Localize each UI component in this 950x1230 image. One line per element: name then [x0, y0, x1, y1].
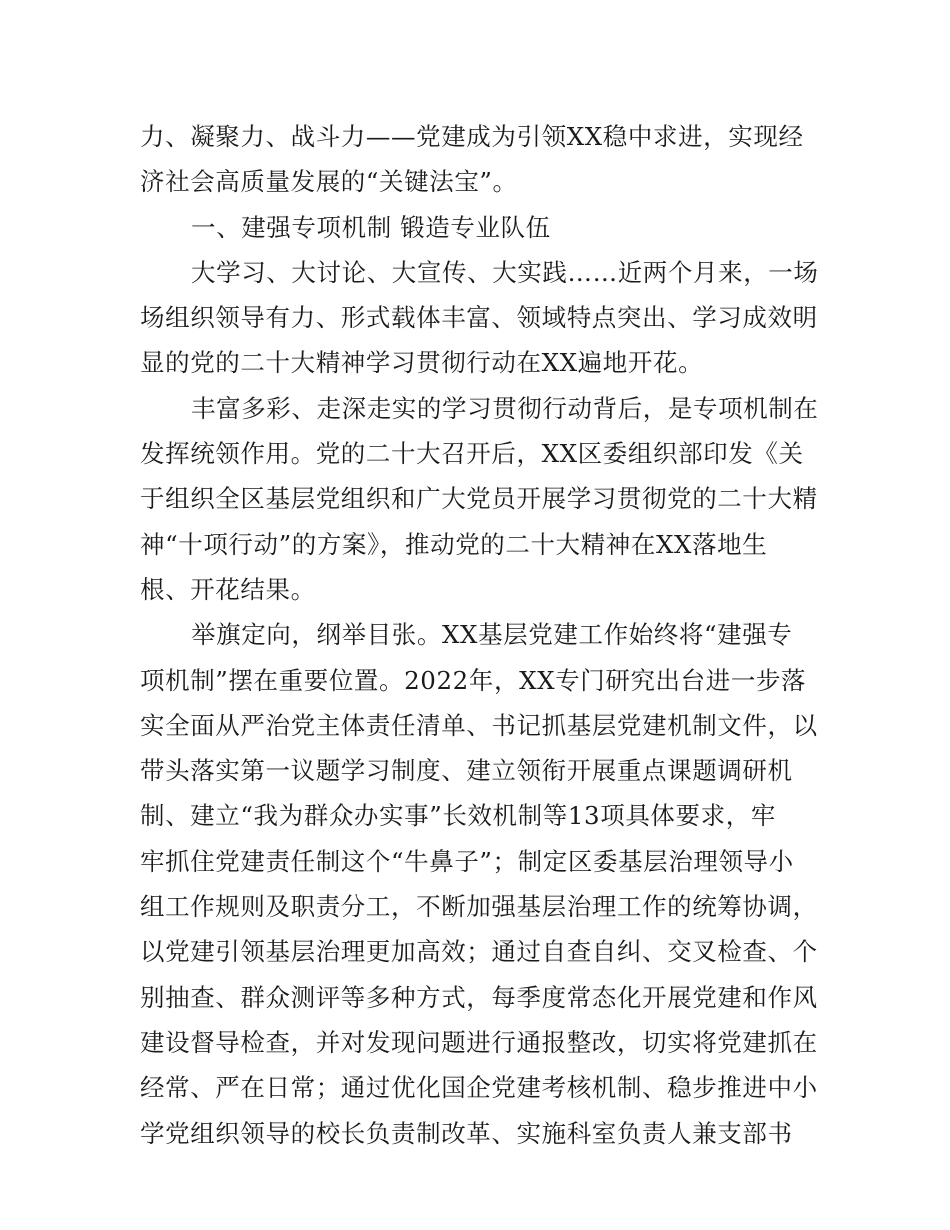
text-line: 制、建立“我为群众办实事”长效机制等13项具体要求，牢 — [140, 801, 776, 831]
text-line: 神“十项行动”的方案》，推动党的二十大精神在XX落地生 — [140, 529, 768, 559]
text-line: 经常、严在日常；通过优化国企党建考核机制、稳步推进中小 — [140, 1073, 818, 1103]
text-line: 根、开花结果。 — [140, 574, 316, 604]
text-line: 以党建引领基层治理更加高效；通过自查自纠、交叉检查、个 — [140, 937, 818, 967]
paragraph-start-line: 举旗定向，纲举目张。XX基层党建工作始终将“建强专 — [191, 620, 793, 650]
text-line: 学党组织领导的校长负责制改革、实施科室负责人兼支部书 — [140, 1118, 793, 1148]
body-text — [140, 114, 819, 1156]
text-line: 场组织领导有力、形式载体丰富、领域特点突出、学习成效明 — [140, 303, 818, 333]
text-line: 发挥统领作用。党的二十大召开后，XX区委组织部印发《关 — [140, 439, 804, 469]
text-line: 济社会高质量发展的“关键法宝”。 — [140, 167, 518, 197]
paragraph-start-line: 大学习、大讨论、大宣传、大实践……近两个月来，一场 — [191, 257, 819, 287]
text-line: 力、凝聚力、战斗力——党建成为引领XX稳中求进，实现经 — [140, 122, 804, 151]
text-line: 组工作规则及职责分工，不断加强基层治理工作的统筹协调， — [140, 892, 818, 922]
text-line: 项机制”摆在重要位置。2022年，XX专门研究出台进一步落 — [140, 665, 807, 695]
text-line: 显的党的二十大精神学习贯彻行动在XX遍地开花。 — [140, 348, 704, 378]
text-line: 实全面从严治党主体责任清单、书记抓基层党建机制文件，以 — [140, 710, 818, 740]
text-line: 带头落实第一议题学习制度、建立领衔开展重点课题调研机 — [140, 756, 793, 786]
text-line: 别抽查、群众测评等多种方式，每季度常态化开展党建和作风 — [140, 982, 818, 1012]
section-heading: 一、建强专项机制 锻造专业队伍 — [191, 212, 551, 242]
paragraph-start-line: 丰富多彩、走深走实的学习贯彻行动背后，是专项机制在 — [191, 393, 819, 423]
text-line: 于组织全区基层党组织和广大党员开展学习贯彻党的二十大精 — [140, 484, 818, 514]
text-line: 建设督导检查，并对发现问题进行通报整改，切实将党建抓在 — [140, 1027, 818, 1057]
text-line: 牢抓住党建责任制这个“牛鼻子”；制定区委基层治理领导小 — [140, 846, 794, 876]
